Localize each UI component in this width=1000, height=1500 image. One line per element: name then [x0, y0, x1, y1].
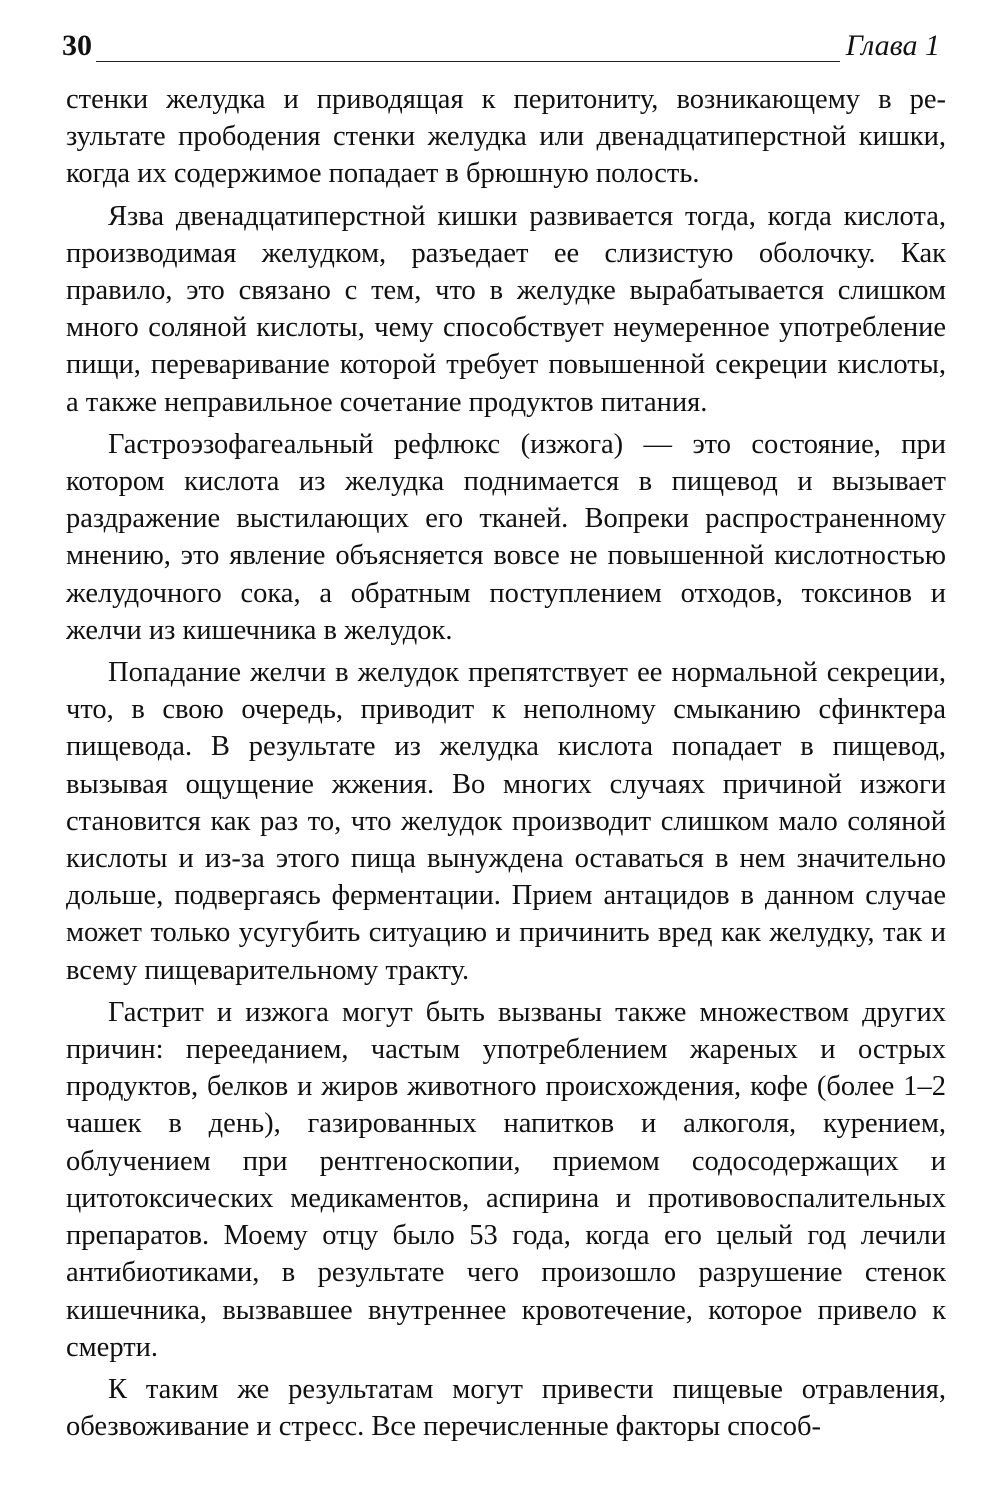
paragraph: К таким же результатам могут привести пищевые отравления, обезвоживание и стресс. Все перечисленные факторы способ-: [66, 1373, 946, 1443]
paragraph: Гастроэзофагеальный рефлюкс (изжога) — это состояние, при котором кислота из желудка поднимается в пищевод и вызывает раздражение выстилающих его тканей. Вопреки распространенному мнению, это явление объясняется вовсе не повышенной кислотностью желудочного сока, а обратным поступлением отходов, токсинов и желчи из кишечника в желудок.: [66, 428, 946, 646]
paragraph: Попадание желчи в желудок препятствует ее нормальной секреции, что, в свою очередь, приводит к неполному смыканию сфинктера пищевода. В результате из желудка кислота попадает в пищевод, вызывая ощущение жжения. Во многих случаях причиной изжоги становится как раз то, что желудок производит слишком мало соляной кислоты и из-за этого пища вынуждена оставаться в нем значительно дольше, подвергаясь ферментации. Прием антацидов в данном случае может только усугубить ситуацию и причинить вред как желудку, так и всему пищеварительному тракту.: [66, 657, 946, 986]
body-text: [66, 81, 946, 1450]
paragraph: Язва двенадцатиперстной кишки развивается тогда, когда кислота, производимая желудком, разъедает ее слизистую оболочку. Как правило, это связано с тем, что в желудке вырабатывается слишком много соляной кислоты, чему способствует неумеренное употребление пищи, переваривание которой требует повышенной секреции кислоты, а также неправильное сочетание продуктов питания.: [66, 200, 946, 418]
paragraph: стенки желудка и приводящая к перитониту, возникающему в результате прободения стенки желудка или двенадцатиперстной кишки, когда их содержимое попадает в брюшную полость.: [66, 84, 946, 190]
header-rule: [96, 61, 840, 62]
page-number: 30: [62, 29, 92, 62]
running-head: [62, 28, 940, 68]
chapter-title: Глава 1: [845, 29, 940, 62]
paragraph: Гастрит и изжога могут быть вызваны также множеством других причин: перееданием, частым употреблением жареных и острых продуктов, белков и жиров животного происхождения, кофе (более 1–2 чашек в день), газированных напитков и алкоголя, курением, облучением при рентгеноскопии, приемом содосодержащих и цитотоксических медикаментов, аспирина и противовоспалительных препаратов. Моему отцу было 53 года, когда его целый год лечили антибиотиками, в результате чего произошло разрушение стенок кишечника, вызвавшее внутреннее кровотечение, которое привело к смерти.: [66, 996, 946, 1363]
